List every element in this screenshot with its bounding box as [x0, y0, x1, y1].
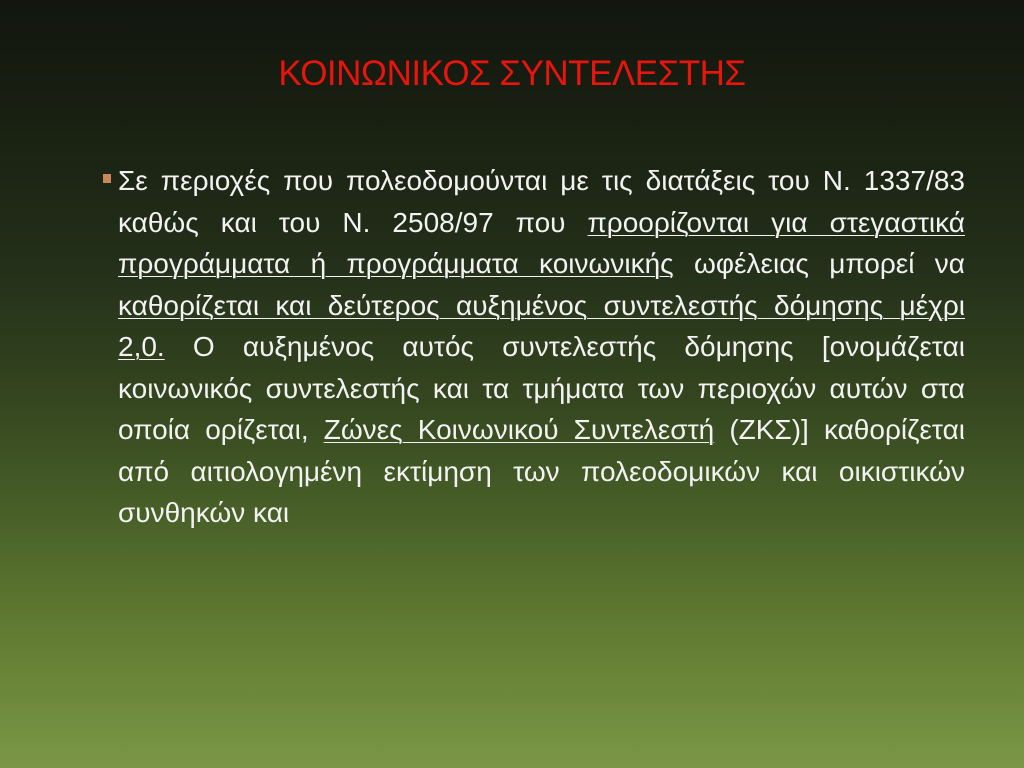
- bullet-item: [103, 160, 965, 534]
- text-run: (ΖΚΣ)] καθορίζεται από αιτιολογημένη εκτίμηση των πολεοδομικών και οικιστικών συνθηκών και: [118, 414, 965, 528]
- text-run: Ο αυξημένος αυτός συντελεστής δόμησης [ονομάζεται κοινωνικός συντελεστής και τα τμήματα των περιοχών αυτών στα οποία ορίζεται,: [118, 331, 965, 445]
- text-run: Σε περιοχές που πολεοδομούνται με τις διατάξεις του Ν. 1337/83 καθώς και του Ν. 2508/97 που: [118, 165, 965, 238]
- square-bullet-icon: [103, 174, 111, 183]
- text-run: ωφέλειας μπορεί να: [673, 248, 965, 279]
- underlined-text-run: Ζώνες Κοινωνικού Συντελεστή: [323, 414, 715, 445]
- bullet-paragraph: [118, 160, 965, 534]
- underlined-text-run: προορίζονται για στεγαστικά προγράμματα ή προγράμματα κοινωνικής: [118, 206, 965, 279]
- slide-title: ΚΟΙΝΩΝΙΚΟΣ ΣΥΝΤΕΛΕΣΤΗΣ: [278, 54, 746, 93]
- underlined-text-run: καθορίζεται και δεύτερος αυξημένος συντελεστής δόμησης μέχρι 2,0.: [118, 289, 965, 362]
